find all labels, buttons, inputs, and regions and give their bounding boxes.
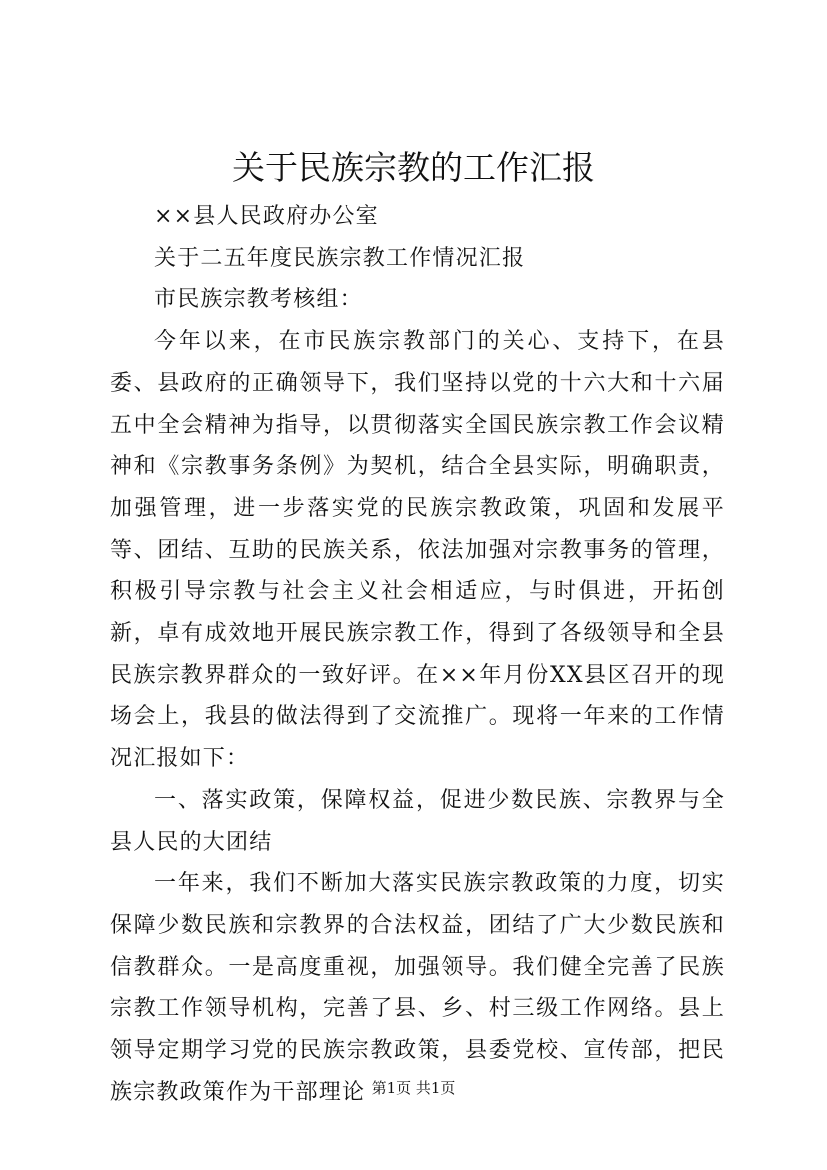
- paragraph-subject: 关于二五年度民族宗教工作情况汇报: [154, 245, 526, 271]
- paragraph-intro: 今年以来，在市民族宗教部门的关心、支持下，在县委、县政府的正确领导下，我们坚持以党的十六大和十六届五中全会精神为指导，以贯彻落实全国民族宗教工作会议精神和《宗教事务条例》为契机，结合全县实际，明确职责，加强管理，进一步落实党的民族宗教政策，巩固和发展平等、团结、互助的民族关系，依法加强对宗教事务的管理，积极引导宗教与社会主义社会相适应，与时俱进，开拓创新，卓有成效地开展民族宗教工作，得到了各级领导和全县民族宗教界群众的一致好评。在××年月份XX县区召开的现场会上，我县的做法得到了交流推广。现将一年来的工作情况汇报如下：: [110, 329, 725, 772]
- document-title: 关于民族宗教的工作汇报: [232, 148, 595, 187]
- paragraph-section-body: 一年来，我们不断加大落实民族宗教政策的力度，切实保障少数民族和宗教界的合法权益，团结了广大少数民族和信教群众。一是高度重视，加强领导。我们健全完善了民族宗教工作领导机构，完善了县、乡、村三级工作网络。县上领导定期学习党的民族宗教政策，县委党校、宣传部，把民族宗教政策作为干部理论: [110, 871, 725, 1105]
- paragraph-issuer: ××县人民政府办公室: [154, 204, 379, 229]
- paragraph-salutation: 市民族宗教考核组：: [154, 287, 363, 313]
- page-footer: 第1页 共1页: [371, 1079, 456, 1097]
- paragraph-section-heading: 一、落实政策，保障权益，促进少数民族、宗教界与全县人民的大团结: [110, 787, 725, 855]
- document-body: [110, 196, 725, 1113]
